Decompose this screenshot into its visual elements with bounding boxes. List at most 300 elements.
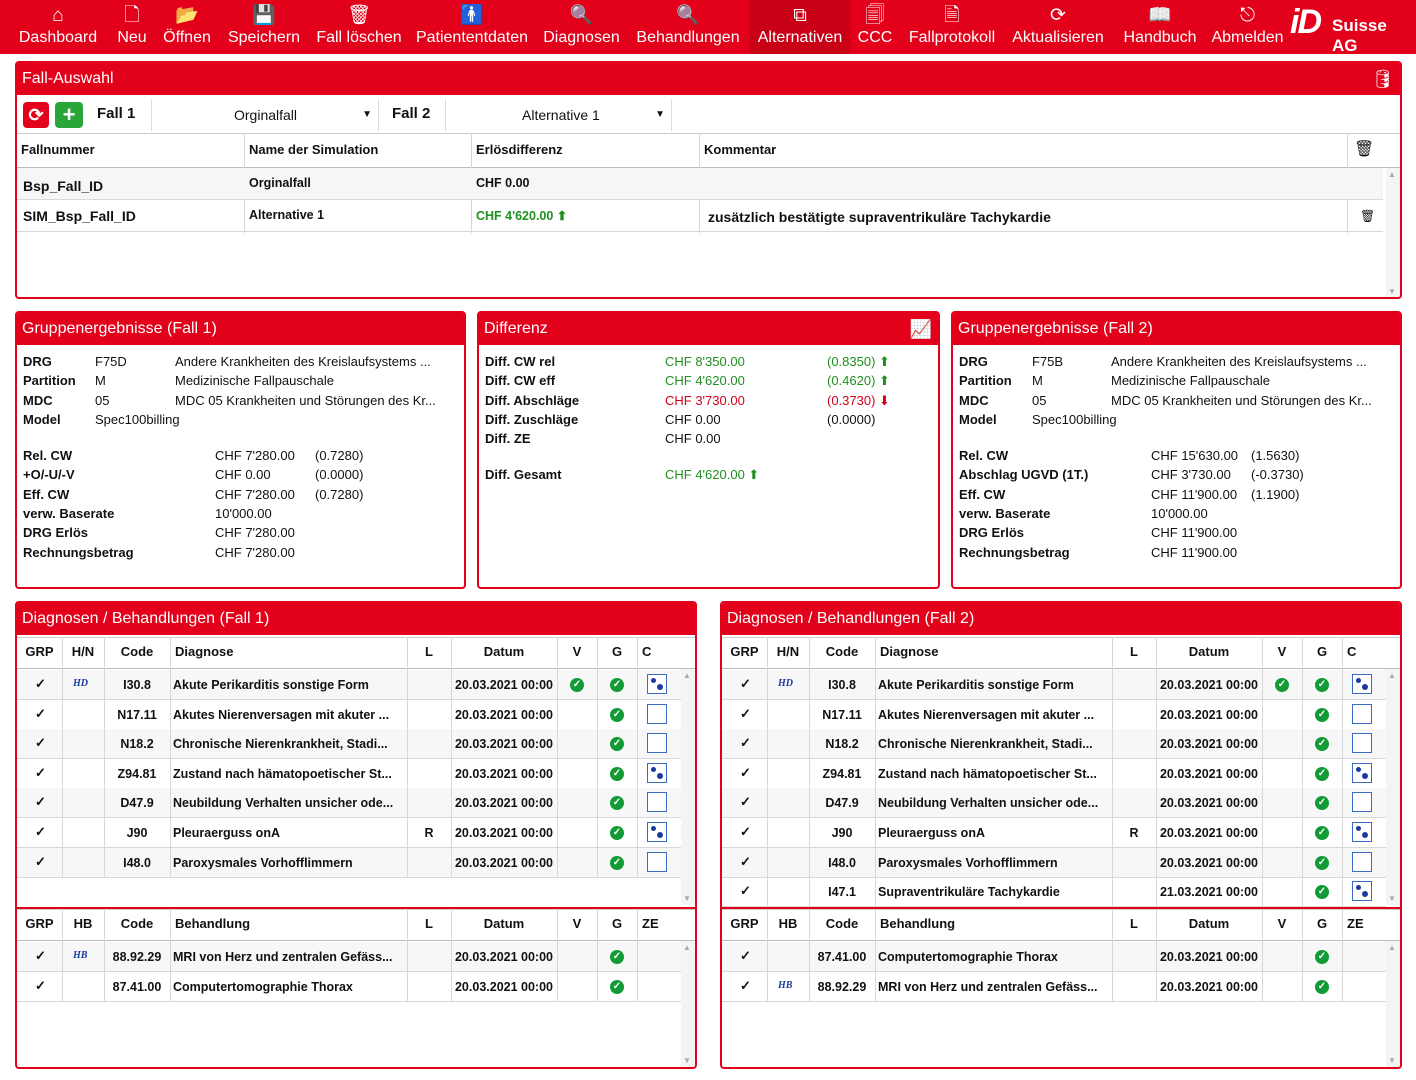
logo-text: Suisse AG [1332, 16, 1387, 55]
check-icon: ✓ [35, 676, 46, 691]
col-dx-l[interactable]: L [425, 644, 433, 659]
col-rule [809, 909, 810, 1001]
col-tx-grp[interactable]: GRP [25, 916, 54, 931]
col-tx-datum[interactable]: Datum [1188, 916, 1230, 931]
database-icon[interactable]: 🛢 [1371, 69, 1394, 89]
grouper-check-icon: ✓ [610, 826, 624, 840]
diff-key: Diff. CW rel [485, 354, 556, 369]
grouper-value: M [1032, 373, 1043, 388]
trash-icon: 🗑 [346, 5, 372, 26]
grouper-results-fall1-header [17, 313, 464, 345]
grouper-key: +O/-U/-V [23, 467, 75, 482]
top-navigation [0, 0, 1416, 54]
add-case-button[interactable]: + [55, 102, 83, 128]
col-rule [597, 909, 598, 1001]
line-chart-icon[interactable]: 📈 [909, 319, 932, 339]
diagnosis-cell: Akute Perikarditis sonstige Form [173, 678, 369, 692]
nav-item-label: Fall löschen [316, 29, 402, 46]
report-search-icon: 🗐 [865, 5, 885, 26]
treatment-cell: MRI von Herz und zentralen Gefäss... [173, 950, 393, 964]
trash-icon[interactable]: 🗑 [1354, 141, 1375, 158]
grid-rule [17, 940, 697, 941]
col-rule [1156, 637, 1157, 907]
diagnosis-cell: Akutes Nierenversagen mit akuter ... [878, 707, 1095, 722]
col-rule [809, 637, 810, 907]
col-tx-hb[interactable]: HB [73, 916, 93, 931]
grouper-check-icon: ✓ [610, 856, 624, 870]
nav-item-label: Behandlungen [636, 29, 740, 46]
col-dx-diagnose[interactable]: Diagnose [880, 644, 939, 659]
diff-key: Diff. CW eff [485, 373, 556, 388]
ccc-checkbox[interactable] [647, 822, 667, 842]
ccc-checkbox[interactable] [647, 674, 667, 694]
ccc-checkbox[interactable] [1352, 763, 1372, 783]
grouper-key: DRG Erlös [959, 525, 1025, 540]
col-rule [1156, 909, 1157, 1001]
laterality-cell: R [1129, 826, 1139, 840]
col-dx-grp[interactable]: GRP [730, 644, 759, 659]
grouper-results-fall2-panel [951, 311, 1402, 589]
grouper-check-icon: ✓ [1315, 796, 1329, 810]
grouper-check-icon: ✓ [610, 796, 624, 810]
grouper-check-icon: ✓ [610, 737, 624, 751]
diff-cw: (0.0000) [827, 412, 876, 427]
ccc-checkbox[interactable] [1352, 852, 1372, 872]
table-row[interactable] [17, 168, 1383, 199]
grouper-description: Andere Krankheiten des Kreislaufsystems ... [175, 354, 431, 369]
col-rule [767, 909, 768, 1001]
col-rule [1342, 909, 1343, 1001]
nav-dashboard[interactable] [8, 0, 108, 54]
date-cell: 20.03.2021 00:00 [454, 796, 553, 811]
nav-item-label: Dashboard [18, 29, 98, 46]
grouper-key: DRG Erlös [23, 525, 89, 540]
treatment-cell: MRI von Herz und zentralen Gefäss... [878, 979, 1098, 994]
col-tx-l[interactable]: L [1130, 916, 1138, 931]
date-cell: 20.03.2021 00:00 [454, 950, 553, 964]
nav-alternativen[interactable] [750, 0, 850, 54]
grouper-key: Rel. CW [959, 448, 1009, 463]
diagnoses-fall1-title: Diagnosen / Behandlungen (Fall 1) [22, 610, 270, 627]
col-dx-c[interactable]: C [1347, 644, 1357, 659]
ccc-checkbox[interactable] [647, 852, 667, 872]
grouper-amount: CHF 11'900.00 [1151, 545, 1238, 560]
grouper-key: Eff. CW [23, 487, 70, 502]
grouper-key: Model [959, 412, 997, 427]
col-tx-behandlung[interactable]: Behandlung [175, 916, 251, 931]
grouper-check-icon: ✓ [1315, 737, 1329, 751]
check-icon: ✓ [740, 794, 751, 810]
search-icon: 🔍 [676, 5, 700, 26]
grouper-description: MDC 05 Krankheiten und Störungen des Kr... [175, 393, 436, 408]
date-cell: 20.03.2021 00:00 [1159, 855, 1258, 870]
ccc-checkbox[interactable] [1352, 792, 1372, 812]
row1-fallnummer: Bsp_Fall_ID [23, 178, 104, 194]
col-dx-v[interactable]: V [572, 644, 582, 659]
col-rule [557, 637, 558, 877]
grouper-amount: CHF 0.00 [215, 467, 271, 482]
grouper-key: verw. Baserate [23, 506, 115, 521]
hb-badge: HB [73, 950, 88, 961]
code-cell: Z94.81 [822, 766, 862, 781]
check-icon: ✓ [740, 676, 751, 691]
diagnosis-cell: Pleuraerguss onA [173, 826, 280, 840]
grid-rule [722, 940, 1402, 941]
row-rule [17, 1001, 681, 1002]
check-icon: ✓ [35, 948, 46, 963]
date-cell: 20.03.2021 00:00 [454, 678, 553, 692]
col-rule [557, 909, 558, 1001]
grouper-results-fall1-title: Gruppenergebnisse (Fall 1) [22, 320, 217, 337]
nav-fall-löschen[interactable] [310, 0, 408, 54]
diagnosis-cell: Chronische Nierenkrankheit, Stadi... [173, 737, 388, 752]
code-cell: I47.1 [828, 885, 856, 900]
nav-item-label: Abmelden [1211, 29, 1284, 46]
col-dx-diagnose[interactable]: Diagnose [175, 644, 234, 659]
diagnoses-fall2-header [722, 603, 1400, 635]
date-cell: 20.03.2021 00:00 [454, 855, 553, 870]
fall2-select[interactable] [445, 99, 672, 131]
ccc-checkbox[interactable] [647, 763, 667, 783]
nav-fallprotokoll[interactable] [902, 0, 1002, 54]
grouper-value: 05 [95, 393, 110, 408]
treatments-scrollbar[interactable]: ▲ ▼ [1386, 941, 1400, 1067]
col-tx-grp[interactable]: GRP [730, 916, 759, 931]
grouper-check-icon: ✓ [1315, 980, 1329, 994]
company-logo [1288, 3, 1412, 55]
code-cell: I30.8 [123, 678, 151, 692]
check-icon: ✓ [35, 735, 46, 751]
ccc-checkbox[interactable] [1352, 704, 1372, 724]
check-icon: ✓ [740, 824, 751, 839]
col-tx-v[interactable]: V [572, 916, 582, 931]
col-rule [407, 909, 408, 1001]
logout-icon: ⎋ [1239, 5, 1256, 26]
nav-speichern[interactable] [222, 0, 306, 54]
code-cell: D47.9 [120, 796, 154, 811]
grouper-amount: 10'000.00 [215, 506, 272, 521]
col-tx-hb[interactable]: HB [778, 916, 798, 931]
diff-cw: (0.8350) ⬆ [827, 354, 890, 369]
hd-badge: HD [778, 678, 793, 689]
grouper-key: Eff. CW [959, 487, 1006, 502]
nav-patiententdaten[interactable] [412, 0, 532, 54]
col-dx-code[interactable]: Code [120, 644, 154, 659]
refresh-case-button[interactable]: ⟳ [23, 102, 49, 128]
diff-cw: (0.4620) ⬆ [827, 373, 890, 388]
nav-item-label: Fallprotokoll [908, 29, 996, 46]
col-rule [170, 637, 171, 877]
date-cell: 20.03.2021 00:00 [1159, 950, 1258, 964]
copy-edit-icon: ⧉ [793, 5, 807, 26]
diagnosis-cell: Zustand nach hämatopoetischer St... [173, 766, 392, 781]
grouper-amount: CHF 7'280.00 [215, 448, 295, 463]
grouper-description: MDC 05 Krankheiten und Störungen des Kr... [1111, 393, 1372, 408]
grouper-key: Abschlag UGVD (1T.) [959, 467, 1089, 482]
col-rule [62, 637, 63, 877]
col-rule [104, 909, 105, 1001]
check-icon: ✓ [740, 977, 751, 993]
grouper-key: Rel. CW [23, 448, 73, 463]
check-icon: ✓ [35, 977, 46, 993]
nav-item-label: Speichern [227, 29, 301, 46]
code-cell: 88.92.29 [817, 979, 867, 994]
col-rule [104, 637, 105, 877]
diagnoses-scrollbar[interactable]: ▲ ▼ [1386, 669, 1400, 905]
nav-item-label: Alternativen [757, 29, 843, 46]
nav-item-label: Handbuch [1123, 29, 1197, 46]
col-tx-g[interactable]: G [611, 916, 623, 931]
grouper-results-fall2-header [953, 313, 1400, 345]
nav-diagnosen[interactable] [537, 0, 626, 54]
code-cell: N17.11 [822, 707, 862, 722]
diagnosis-cell: Zustand nach hämatopoetischer St... [878, 766, 1097, 781]
diff-total-value: CHF 4'620.00 ⬆ [665, 467, 760, 482]
check-icon: ✓ [740, 883, 751, 899]
fall1-select[interactable] [151, 99, 379, 131]
diff-cw: (0.3730) ⬇ [827, 393, 890, 408]
diff-amount: CHF 3'730.00 [665, 393, 745, 408]
check-icon: ✓ [35, 794, 46, 810]
grouper-key: DRG [959, 354, 988, 369]
grouper-cw: (0.7280) [315, 487, 364, 502]
check-icon: ✓ [740, 853, 751, 869]
col-tx-code[interactable]: Code [120, 916, 154, 931]
refresh-icon: ⟳ [1050, 5, 1066, 26]
grouper-amount: CHF 15'630.00 [1151, 448, 1239, 463]
grouper-cw: (-0.3730) [1251, 467, 1304, 482]
row2-diff: CHF 4'620.00 ⬆ [476, 209, 568, 223]
diff-amount: CHF 0.00 [665, 412, 721, 427]
nav-öffnen[interactable] [156, 0, 218, 54]
valid-check-icon: ✓ [1275, 678, 1289, 692]
save-icon: 💾 [252, 5, 276, 26]
valid-check-icon: ✓ [570, 678, 584, 692]
grouper-check-icon: ✓ [1315, 767, 1329, 781]
diagnosis-cell: Neubildung Verhalten unsicher ode... [173, 796, 394, 811]
treatment-cell: Computertomographie Thorax [173, 979, 353, 994]
treatment-cell: Computertomographie Thorax [878, 950, 1058, 964]
grouper-value: 05 [1032, 393, 1047, 408]
code-cell: I48.0 [123, 855, 151, 870]
diagnoses-scrollbar[interactable]: ▲ ▼ [681, 669, 695, 905]
col-dx-c[interactable]: C [642, 644, 652, 659]
code-cell: J90 [126, 826, 148, 840]
grouper-check-icon: ✓ [1315, 885, 1329, 899]
fall1-select-value: Orginalfall [234, 107, 298, 123]
grouper-key: Partition [23, 373, 76, 388]
fall2-select-value: Alternative 1 [522, 107, 600, 123]
diagnoses-fall1-panel [15, 601, 697, 1069]
col-dx-g[interactable]: G [1316, 644, 1328, 659]
row1-simulation: Orginalfall [249, 176, 311, 190]
home-icon: ⌂ [52, 5, 64, 26]
date-cell: 20.03.2021 00:00 [454, 737, 553, 752]
col-tx-ze[interactable]: ZE [642, 916, 659, 931]
grouper-amount: CHF 7'280.00 [215, 545, 295, 560]
nav-neu[interactable] [112, 0, 152, 54]
grouper-check-icon: ✓ [610, 980, 624, 994]
col-erloesdifferenz[interactable]: Erlösdifferenz [476, 142, 563, 157]
grouper-amount: CHF 7'280.00 [215, 487, 295, 502]
date-cell: 21.03.2021 00:00 [1159, 885, 1258, 900]
case-selection-panel [15, 61, 1402, 299]
col-rule [1342, 637, 1343, 907]
diagnosis-cell: Chronische Nierenkrankheit, Stadi... [878, 737, 1093, 752]
nav-item-label: Öffnen [163, 29, 211, 46]
case-scrollbar[interactable]: ▲ ▼ [1386, 168, 1400, 298]
col-dx-grp[interactable]: GRP [25, 644, 54, 659]
date-cell: 20.03.2021 00:00 [1159, 737, 1258, 752]
check-icon: ✓ [35, 824, 46, 839]
check-icon: ✓ [740, 705, 751, 721]
col-tx-datum[interactable]: Datum [483, 916, 525, 931]
grouper-description: Andere Krankheiten des Kreislaufsystems ... [1111, 354, 1367, 369]
col-rule [170, 909, 171, 1001]
nav-behandlungen[interactable] [630, 0, 746, 54]
col-rule [1262, 909, 1263, 1001]
diagnosis-cell: Paroxysmales Vorhofflimmern [173, 855, 353, 870]
fall2-label: Fall 2 [392, 105, 431, 122]
chevron-down-icon: ▼ [655, 109, 665, 120]
nav-abmelden[interactable] [1207, 0, 1288, 54]
nav-ccc[interactable] [852, 0, 898, 54]
diagnosis-cell: Paroxysmales Vorhofflimmern [878, 855, 1058, 870]
col-dx-hn[interactable]: H/N [71, 644, 95, 659]
ccc-checkbox[interactable] [1352, 881, 1372, 901]
date-cell: 20.03.2021 00:00 [454, 707, 553, 722]
grouper-amount: 10'000.00 [1151, 506, 1208, 521]
check-icon: ✓ [35, 853, 46, 869]
ccc-checkbox[interactable] [1352, 674, 1372, 694]
col-rule [1262, 637, 1263, 907]
col-rule [1112, 637, 1113, 907]
diagnosis-cell: Supraventrikuläre Tachykardie [878, 885, 1060, 900]
col-dx-datum[interactable]: Datum [1188, 644, 1230, 659]
case-selection-title: Fall-Auswahl [22, 70, 114, 87]
col-tx-ze[interactable]: ZE [1347, 916, 1364, 931]
check-icon: ✓ [35, 705, 46, 721]
check-icon: ✓ [740, 735, 751, 751]
ccc-checkbox[interactable] [647, 704, 667, 724]
col-rule [767, 637, 768, 907]
grouper-key: MDC [23, 393, 53, 408]
code-cell: N17.11 [117, 707, 157, 722]
search-icon: 🔍 [569, 5, 594, 26]
col-dx-v[interactable]: V [1277, 644, 1287, 659]
logo-id: iD [1290, 3, 1320, 41]
hb-badge: HB [778, 979, 793, 991]
new-file-icon: 🗋 [124, 5, 140, 26]
col-rule [1112, 909, 1113, 1001]
code-cell: J90 [831, 826, 853, 840]
diff-amount: CHF 8'350.00 [665, 354, 745, 369]
col-fallnummer[interactable]: Fallnummer [21, 142, 95, 157]
nav-item-label: Neu [117, 29, 147, 46]
nav-handbuch[interactable] [1116, 0, 1204, 54]
col-tx-behandlung[interactable]: Behandlung [880, 916, 956, 931]
grouper-value: Spec100billing [1032, 412, 1117, 427]
col-dx-hn[interactable]: H/N [776, 644, 800, 659]
col-dx-g[interactable]: G [611, 644, 623, 659]
ccc-checkbox[interactable] [647, 792, 667, 812]
date-cell: 20.03.2021 00:00 [454, 826, 553, 840]
code-cell: 88.92.29 [112, 950, 162, 964]
table-row[interactable] [17, 200, 1383, 231]
grouper-results-fall1-panel [15, 311, 466, 589]
col-rule [637, 637, 638, 877]
col-rule [1302, 637, 1303, 907]
diff-amount: CHF 4'620.00 [665, 373, 745, 388]
col-kommentar[interactable]: Kommentar [704, 142, 777, 157]
grouper-description: Medizinische Fallpauschale [175, 373, 334, 388]
ccc-checkbox[interactable] [647, 733, 667, 753]
diagnosis-cell: Neubildung Verhalten unsicher ode... [878, 796, 1099, 811]
treatments-scrollbar[interactable]: ▲ ▼ [681, 941, 695, 1067]
fall1-label: Fall 1 [97, 105, 136, 122]
date-cell: 20.03.2021 00:00 [1159, 979, 1258, 994]
grouper-check-icon: ✓ [610, 950, 624, 964]
nav-item-label: Aktualisieren [1012, 29, 1104, 46]
col-rule [637, 909, 638, 1001]
nav-item-label: Diagnosen [543, 29, 620, 46]
col-simulation[interactable]: Name der Simulation [249, 142, 379, 157]
grouper-value: Spec100billing [95, 412, 180, 427]
code-cell: 87.41.00 [112, 979, 162, 994]
grouper-check-icon: ✓ [1315, 678, 1329, 692]
col-dx-code[interactable]: Code [825, 644, 859, 659]
trash-icon[interactable]: 🗑 [1360, 209, 1376, 223]
code-cell: I48.0 [828, 855, 856, 870]
col-rule [451, 637, 452, 877]
col-dx-datum[interactable]: Datum [483, 644, 525, 659]
col-dx-l[interactable]: L [1130, 644, 1138, 659]
person-icon: 🚹 [460, 5, 484, 26]
grouper-amount: CHF 11'900.00 [1151, 525, 1238, 540]
grouper-key: Rechnungsbetrag [23, 545, 134, 560]
diagnoses-fall2-title: Diagnosen / Behandlungen (Fall 2) [727, 610, 975, 627]
date-cell: 20.03.2021 00:00 [1159, 707, 1258, 722]
ccc-checkbox[interactable] [1352, 822, 1372, 842]
col-rule [1302, 909, 1303, 1001]
col-tx-v[interactable]: V [1277, 916, 1287, 931]
col-tx-l[interactable]: L [425, 916, 433, 931]
grouper-check-icon: ✓ [1315, 856, 1329, 870]
col-rule [62, 909, 63, 1001]
grid-rule [17, 668, 697, 669]
nav-aktualisieren[interactable] [1006, 0, 1110, 54]
diagnoses-fall2-panel [720, 601, 1402, 1069]
code-cell: D47.9 [825, 796, 859, 811]
row-rule [722, 1001, 1386, 1002]
grouper-check-icon: ✓ [1315, 950, 1329, 964]
grouper-results-fall2-title: Gruppenergebnisse (Fall 2) [958, 320, 1153, 337]
laterality-cell: R [424, 826, 434, 840]
code-cell: Z94.81 [117, 766, 157, 781]
date-cell: 20.03.2021 00:00 [454, 979, 553, 994]
hd-badge: HD [73, 678, 88, 689]
diff-key: Diff. Abschläge [485, 393, 580, 408]
col-tx-g[interactable]: G [1316, 916, 1328, 931]
grouper-check-icon: ✓ [610, 767, 624, 781]
date-cell: 20.03.2021 00:00 [1159, 796, 1258, 811]
code-cell: N18.2 [825, 737, 859, 752]
ccc-checkbox[interactable] [1352, 733, 1372, 753]
grouper-check-icon: ✓ [1315, 708, 1329, 722]
col-tx-code[interactable]: Code [825, 916, 859, 931]
grid-rule [722, 668, 1402, 669]
diagnoses-fall1-header [17, 603, 695, 635]
